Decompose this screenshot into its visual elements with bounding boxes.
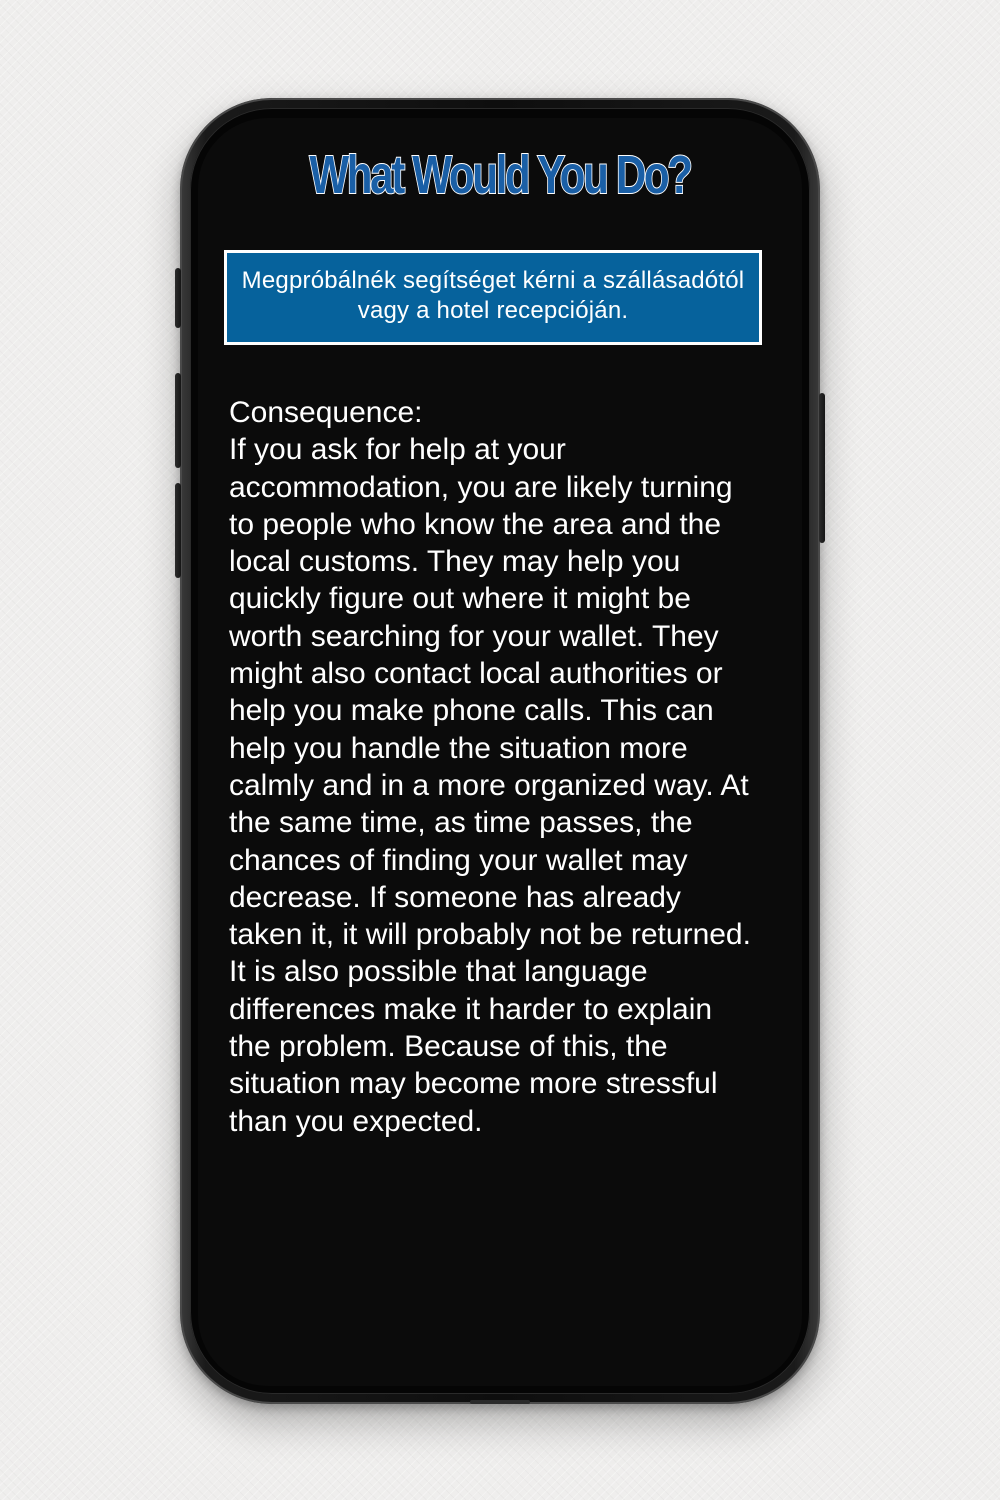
volume-up-button <box>175 373 181 468</box>
selected-choice-box <box>224 250 762 345</box>
phone-bottom-edge <box>470 1400 530 1404</box>
consequence-text: If you ask for help at your accommodation, you are likely turning to people who know the area and the local customs. They may help you quickly figure out where it might be worth searching for your wallet. They might also contact local authorities or help you make phone calls. This can help you handle the situation more calmly and in a more organized way. At the same time, as time passes, the chances of finding your wallet may decrease. If someone has already taken it, it will probably not be returned. It is also possible that language differences make it harder to explain the problem. Because of this, the situation may become more stressful than you expected. <box>229 433 751 1138</box>
selected-choice-text: Megpróbálnék segítséget kérni a szállásadótól vagy a hotel recepcióján. <box>241 267 745 324</box>
silent-switch <box>175 268 181 328</box>
phone-screen <box>198 118 802 1386</box>
power-button <box>819 393 825 543</box>
consequence-section <box>229 394 759 1140</box>
volume-down-button <box>175 483 181 578</box>
consequence-label: Consequence: <box>229 396 423 429</box>
page-title: What Would You Do? <box>309 145 691 205</box>
